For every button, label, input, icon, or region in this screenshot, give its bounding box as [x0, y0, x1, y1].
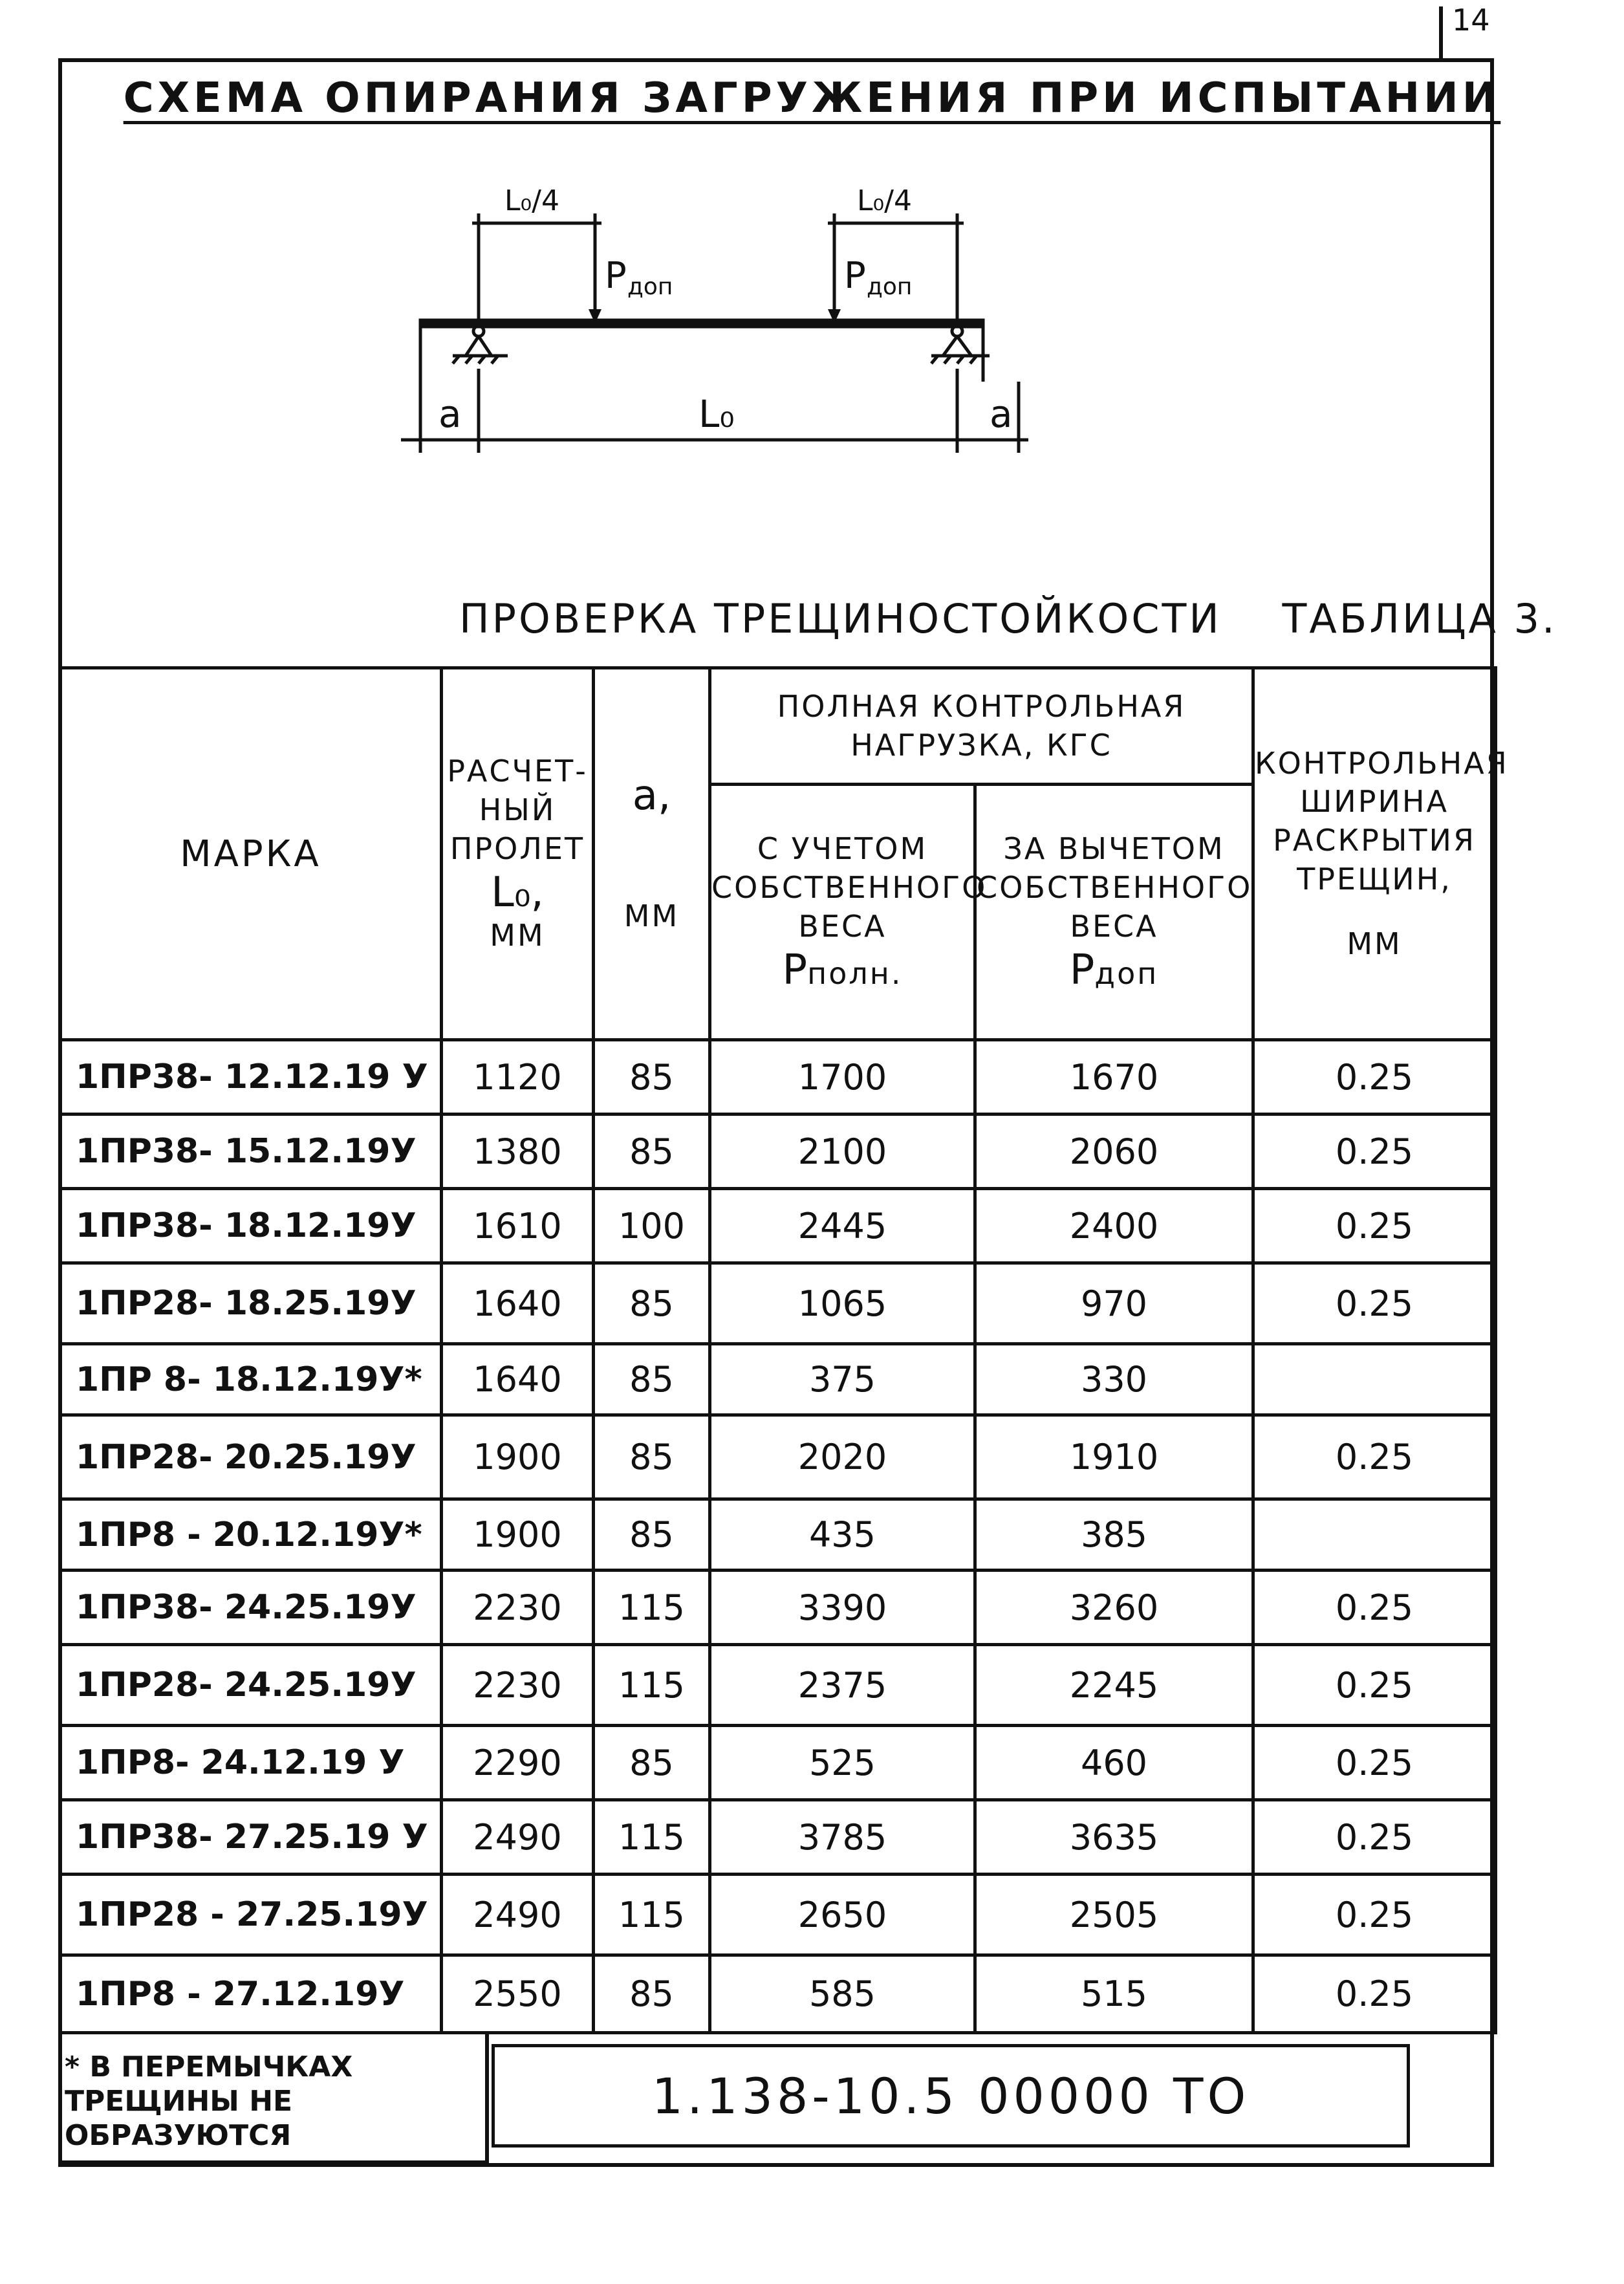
header-span: РАСЧЕТ- НЫЙ ПРОЛЕТ L₀, ММ [442, 668, 594, 1040]
header-with-own-weight: С УЧЕТОМ СОБСТВЕННОГО ВЕСА Pполн. [710, 785, 975, 1040]
cell-a: 85 [594, 1415, 710, 1499]
page-number: 14 [1452, 3, 1490, 38]
cell-p-add: 3635 [975, 1800, 1253, 1875]
cell-mark: 1ПР8 - 20.12.19У* [60, 1499, 442, 1571]
load-label-left-sub: доп [627, 274, 673, 300]
cell-p-full: 2445 [710, 1189, 975, 1263]
cell-mark: 1ПР8 - 27.12.19У [60, 1955, 442, 2033]
cell-crack-width: 0.25 [1253, 1040, 1496, 1115]
cell-span: 1640 [442, 1263, 594, 1344]
header-without-own-weight: ЗА ВЫЧЕТОМ СОБСТВЕННОГО ВЕСА Pдоп [975, 785, 1253, 1040]
document-code: 1.138-10.5 00000 ТО [651, 2067, 1250, 2125]
cell-a: 85 [594, 1263, 710, 1344]
cell-a: 85 [594, 1499, 710, 1571]
cell-crack-width: 0.25 [1253, 1645, 1496, 1726]
cell-span: 2230 [442, 1645, 594, 1726]
cell-a: 85 [594, 1344, 710, 1415]
table-row [60, 1800, 1496, 1875]
table-row [60, 1115, 1496, 1189]
cell-mark: 1ПР28 - 27.25.19У [60, 1875, 442, 1955]
cell-a: 85 [594, 1040, 710, 1115]
load-label-right-sub: доп [867, 274, 913, 300]
cell-mark: 1ПР38- 12.12.19 У [60, 1040, 442, 1115]
document-code-stamp [492, 2044, 1410, 2148]
cell-p-full: 3390 [710, 1571, 975, 1645]
cell-crack-width: 0.25 [1253, 1875, 1496, 1955]
loading-scheme-diagram [388, 162, 1048, 472]
table-row [60, 1189, 1496, 1263]
table-row [60, 1955, 1496, 2033]
table-row [60, 1344, 1496, 1415]
cell-p-full: 2375 [710, 1645, 975, 1726]
table-row [60, 1040, 1496, 1115]
schema-title-text: СХЕМА ОПИРАНИЯ ЗАГРУЖЕНИЯ ПРИ ИСПЫТАНИИ [123, 74, 1501, 122]
cell-span: 1640 [442, 1344, 594, 1415]
cell-crack-width: 0.25 [1253, 1800, 1496, 1875]
cell-p-full: 1700 [710, 1040, 975, 1115]
cell-crack-width: 0.25 [1253, 1189, 1496, 1263]
table-row [60, 1875, 1496, 1955]
cell-p-add: 2060 [975, 1115, 1253, 1189]
cell-p-add: 1910 [975, 1415, 1253, 1499]
cell-a: 85 [594, 1955, 710, 2033]
cell-crack-width: 0.25 [1253, 1415, 1496, 1499]
cell-span: 1120 [442, 1040, 594, 1115]
cell-span: 2490 [442, 1875, 594, 1955]
cell-mark: 1ПР8- 24.12.19 У [60, 1726, 442, 1800]
table-row [60, 1726, 1496, 1800]
cell-a: 115 [594, 1875, 710, 1955]
cell-p-add: 3260 [975, 1571, 1253, 1645]
dim-support-left: a [438, 392, 462, 436]
cell-mark: 1ПР 8- 18.12.19У* [60, 1344, 442, 1415]
cell-p-add: 515 [975, 1955, 1253, 2033]
cell-p-add: 970 [975, 1263, 1253, 1344]
dim-support-right: a [990, 392, 1013, 436]
table-label: ТАБЛИЦА 3. [1282, 595, 1557, 642]
header-mark: МАРКА [60, 668, 442, 1040]
cell-p-full: 1065 [710, 1263, 975, 1344]
table-row [60, 1571, 1496, 1645]
cell-span: 1610 [442, 1189, 594, 1263]
cell-mark: 1ПР38- 24.25.19У [60, 1571, 442, 1645]
cell-a: 115 [594, 1645, 710, 1726]
cell-p-full: 2100 [710, 1115, 975, 1189]
cell-p-full: 2650 [710, 1875, 975, 1955]
cell-span: 1900 [442, 1415, 594, 1499]
cell-p-full: 525 [710, 1726, 975, 1800]
table-row [60, 1645, 1496, 1726]
dim-l0-quarter-right: L₀/4 [857, 184, 912, 217]
cell-p-add: 2400 [975, 1189, 1253, 1263]
cell-span: 1380 [442, 1115, 594, 1189]
cell-p-full: 585 [710, 1955, 975, 2033]
cell-mark: 1ПР28- 24.25.19У [60, 1645, 442, 1726]
cell-p-add: 460 [975, 1726, 1253, 1800]
page-number-bar [1439, 6, 1443, 61]
cell-crack-width: 0.25 [1253, 1115, 1496, 1189]
cell-a: 85 [594, 1726, 710, 1800]
table-row [60, 1415, 1496, 1499]
cell-span: 1900 [442, 1499, 594, 1571]
cell-p-full: 435 [710, 1499, 975, 1571]
cell-p-full: 375 [710, 1344, 975, 1415]
cell-mark: 1ПР28- 20.25.19У [60, 1415, 442, 1499]
cell-a: 115 [594, 1571, 710, 1645]
table-title: ПРОВЕРКА ТРЕЩИНОСТОЙКОСТИ [459, 595, 1222, 642]
cell-p-add: 1670 [975, 1040, 1253, 1115]
table-row [60, 1263, 1496, 1344]
cell-mark: 1ПР38- 15.12.19У [60, 1115, 442, 1189]
footnote: * В ПЕРЕМЫЧКАХ ТРЕЩИНЫ НЕ ОБРАЗУЮТСЯ [65, 2050, 353, 2152]
table-caption [459, 595, 1557, 642]
cell-crack-width [1253, 1499, 1496, 1571]
header-a: a, ММ [594, 668, 710, 1040]
dim-span: L₀ [698, 392, 735, 436]
cell-mark: 1ПР28- 18.25.19У [60, 1263, 442, 1344]
cell-p-full: 3785 [710, 1800, 975, 1875]
load-label-right: P [844, 255, 866, 297]
cell-a: 115 [594, 1800, 710, 1875]
cell-mark: 1ПР38- 27.25.19 У [60, 1800, 442, 1875]
schema-title [0, 74, 1624, 122]
cell-a: 100 [594, 1189, 710, 1263]
footer-divider-horizontal [58, 2160, 485, 2164]
header-crack-width: КОНТРОЛЬНАЯ ШИРИНА РАСКРЫТИЯ ТРЕЩИН, ММ [1253, 668, 1496, 1040]
cell-mark: 1ПР38- 18.12.19У [60, 1189, 442, 1263]
cell-a: 85 [594, 1115, 710, 1189]
cell-crack-width: 0.25 [1253, 1726, 1496, 1800]
cell-crack-width: 0.25 [1253, 1571, 1496, 1645]
beam [420, 320, 983, 327]
cell-crack-width: 0.25 [1253, 1263, 1496, 1344]
dim-l0-quarter-left: L₀/4 [504, 184, 559, 217]
cell-p-add: 330 [975, 1344, 1253, 1415]
cell-crack-width [1253, 1344, 1496, 1415]
cell-p-add: 2505 [975, 1875, 1253, 1955]
cell-p-full: 2020 [710, 1415, 975, 1499]
table-row [60, 1499, 1496, 1571]
load-label-left: P [605, 255, 627, 297]
cell-span: 2230 [442, 1571, 594, 1645]
cell-span: 2550 [442, 1955, 594, 2033]
cell-span: 2490 [442, 1800, 594, 1875]
cell-p-add: 2245 [975, 1645, 1253, 1726]
header-load-group: ПОЛНАЯ КОНТРОЛЬНАЯ НАГРУЗКА, КГС [710, 668, 1253, 785]
cell-crack-width: 0.25 [1253, 1955, 1496, 2033]
cell-span: 2290 [442, 1726, 594, 1800]
cell-p-add: 385 [975, 1499, 1253, 1571]
footer-divider-vertical [485, 2031, 489, 2164]
crack-resistance-table [58, 666, 1509, 2034]
